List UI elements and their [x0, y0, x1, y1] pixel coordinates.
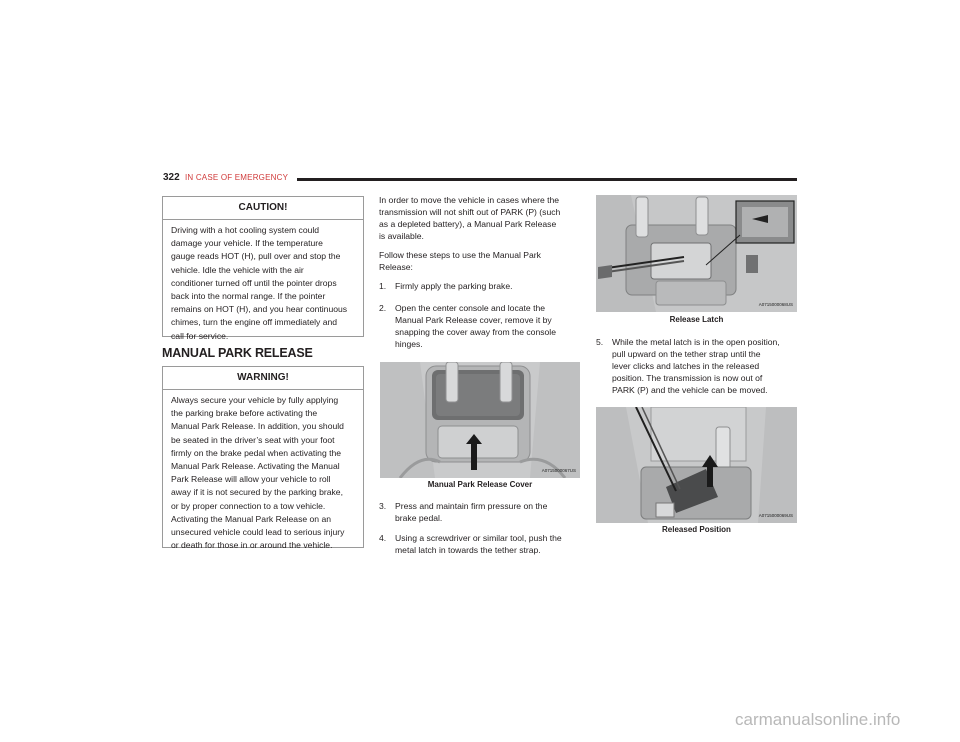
warning-line: Always secure your vehicle by fully applying — [171, 395, 339, 405]
warning-line: be seated in the driver’s seat with your foot — [171, 434, 335, 445]
caution-line: conditioner turned off until the pointer drops — [171, 277, 337, 288]
header-rule — [297, 178, 797, 181]
warning-line: away if it is not secured by the parking brake, — [171, 487, 343, 498]
step-line: hinges. — [395, 339, 423, 349]
released-position-image — [596, 407, 797, 523]
page-header — [163, 172, 797, 186]
section-heading: MANUAL PARK RELEASE — [162, 346, 313, 360]
step-line: Using a screwdriver or similar tool, push the — [395, 533, 562, 543]
caution-line: damage your vehicle. If the temperature — [171, 238, 323, 249]
figure-caption: Release Latch — [669, 315, 724, 324]
step-line: Firmly apply the parking brake. — [395, 281, 513, 291]
warning-line: or death for those in or around the vehicle. — [171, 540, 333, 551]
step-line: Manual Park Release cover, remove it by — [395, 315, 552, 325]
caution-box — [162, 196, 364, 341]
intro-line: is available. — [379, 231, 424, 241]
intro-line: In order to move the vehicle in cases where the — [379, 195, 560, 205]
step-text — [395, 280, 513, 292]
step-line: Open the center console and locate the — [395, 303, 546, 313]
intro-line: transmission will not shift out of PARK (P) (such — [379, 207, 561, 217]
step-number: 1. — [379, 281, 387, 291]
warning-line: firmly on the brake pedal when activating the — [171, 447, 342, 458]
warning-line: or by proper connection to a tow vehicle. — [171, 500, 326, 511]
caution-text — [163, 220, 363, 343]
warning-heading: WARNING! — [163, 367, 363, 390]
step-line: snapping the cover away from the console — [395, 327, 556, 337]
warning-box — [162, 366, 364, 551]
release-latch-image — [596, 195, 797, 312]
figure-caption: Released Position — [662, 525, 731, 534]
step-line: PARK (P) and the vehicle can be moved. — [612, 385, 768, 395]
caution-line: chimes, turn the engine off immediately and — [171, 317, 338, 328]
follow-line: Release: — [379, 262, 413, 272]
step-number: 2. — [379, 303, 387, 313]
step-line: Press and maintain firm pressure on the — [395, 501, 548, 511]
figure-code: A0715000069US — [758, 513, 793, 518]
caution-line: back into the normal range. If the pointer — [171, 291, 326, 302]
warning-text — [163, 390, 363, 552]
step-number: 3. — [379, 501, 387, 511]
step-text — [395, 302, 556, 350]
step-line: metal latch in towards the tether strap. — [395, 545, 541, 555]
warning-line: Park Release will allow your vehicle to roll — [171, 474, 331, 485]
step-number: 5. — [596, 337, 604, 347]
page-number: 322 — [163, 172, 180, 183]
step-line: While the metal latch is in the open position, — [612, 337, 780, 347]
step-text — [612, 336, 780, 396]
step-text — [395, 532, 562, 556]
figure-caption: Manual Park Release Cover — [427, 480, 533, 489]
section-title: IN CASE OF EMERGENCY — [185, 173, 289, 182]
intro-paragraph — [379, 194, 560, 242]
footer-watermark: carmanualsonline.info — [735, 710, 901, 729]
caution-line: Driving with a hot cooling system could — [171, 225, 320, 235]
caution-line: vehicle. Idle the vehicle with the air — [171, 264, 304, 275]
step-line: pull upward on the tether strap until the — [612, 349, 761, 359]
caution-line: call for service. — [171, 330, 229, 341]
manual-park-release-cover-image — [380, 362, 580, 478]
warning-line: the parking brake before activating the — [171, 408, 318, 419]
caution-heading: CAUTION! — [163, 197, 363, 220]
step-line: position. The transmission is now out of — [612, 373, 763, 383]
step-text — [395, 500, 547, 524]
caution-line: gauge reads HOT (H), pull over and stop the — [171, 251, 341, 262]
warning-line: Activating the Manual Park Release on an — [171, 513, 332, 524]
warning-line: Manual Park Release. Activating the Manual — [171, 461, 340, 472]
step-number: 4. — [379, 533, 387, 543]
intro-line: as a depleted battery), a Manual Park Release — [379, 219, 557, 229]
follow-paragraph — [379, 249, 541, 273]
step-line: lever clicks and latches in the released — [612, 361, 760, 371]
warning-line: Manual Park Release. In addition, you should — [171, 421, 344, 432]
figure-code: A0715000067US — [541, 468, 576, 473]
figure-code: A0715000068US — [758, 302, 793, 307]
follow-line: Follow these steps to use the Manual Park — [379, 250, 541, 260]
warning-line: unsecured vehicle could lead to serious injury — [171, 527, 345, 538]
step-line: brake pedal. — [395, 513, 443, 523]
caution-line: remains on HOT (H), and you hear continuous — [171, 304, 348, 315]
